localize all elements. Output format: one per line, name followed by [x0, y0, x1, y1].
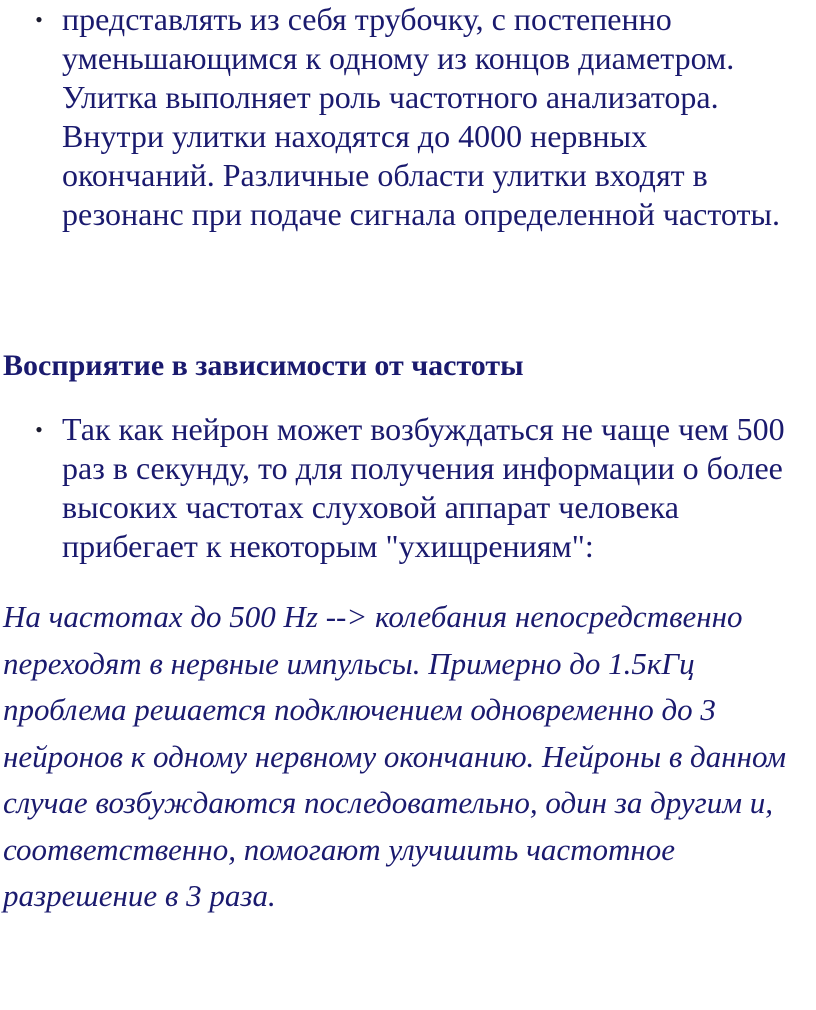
top-bullet-list	[0, 0, 802, 234]
list-item	[0, 410, 802, 566]
section-heading: Восприятие в зависимости от частоты	[3, 349, 524, 382]
list-item-text: Так как нейрон может возбуждаться не чаще чем 500 раз в секунду, то для получения информации о более высоких частотах слуховой аппарат человека прибегает к некоторым "ухищрениям":	[62, 411, 785, 564]
bullet-icon: ●	[35, 12, 43, 26]
bottom-bullet-list	[0, 410, 802, 566]
list-item-text: представлять из себя трубочку, с постепенно уменьшающимся к одному из концов диаметром. Улитка выполняет роль частотного анализатора. Внутри улитки находятся до 4000 нервных окончаний. Различные области улитки входят в резонанс при подаче сигнала определенной частоты.	[62, 1, 780, 232]
italic-paragraph: На частотах до 500 Hz --> колебания непосредственно переходят в нервные импульсы. Примерно до 1.5кГц проблема решается подключением одновременно до 3 нейронов к одному нервному окончанию. Нейроны в данном случае возбуждаются последовательно, один за другим и, соответственно, помогают улучшить частотное разрешение в 3 раза.	[3, 599, 787, 913]
list-item	[0, 0, 802, 234]
bullet-icon: ●	[35, 422, 43, 436]
